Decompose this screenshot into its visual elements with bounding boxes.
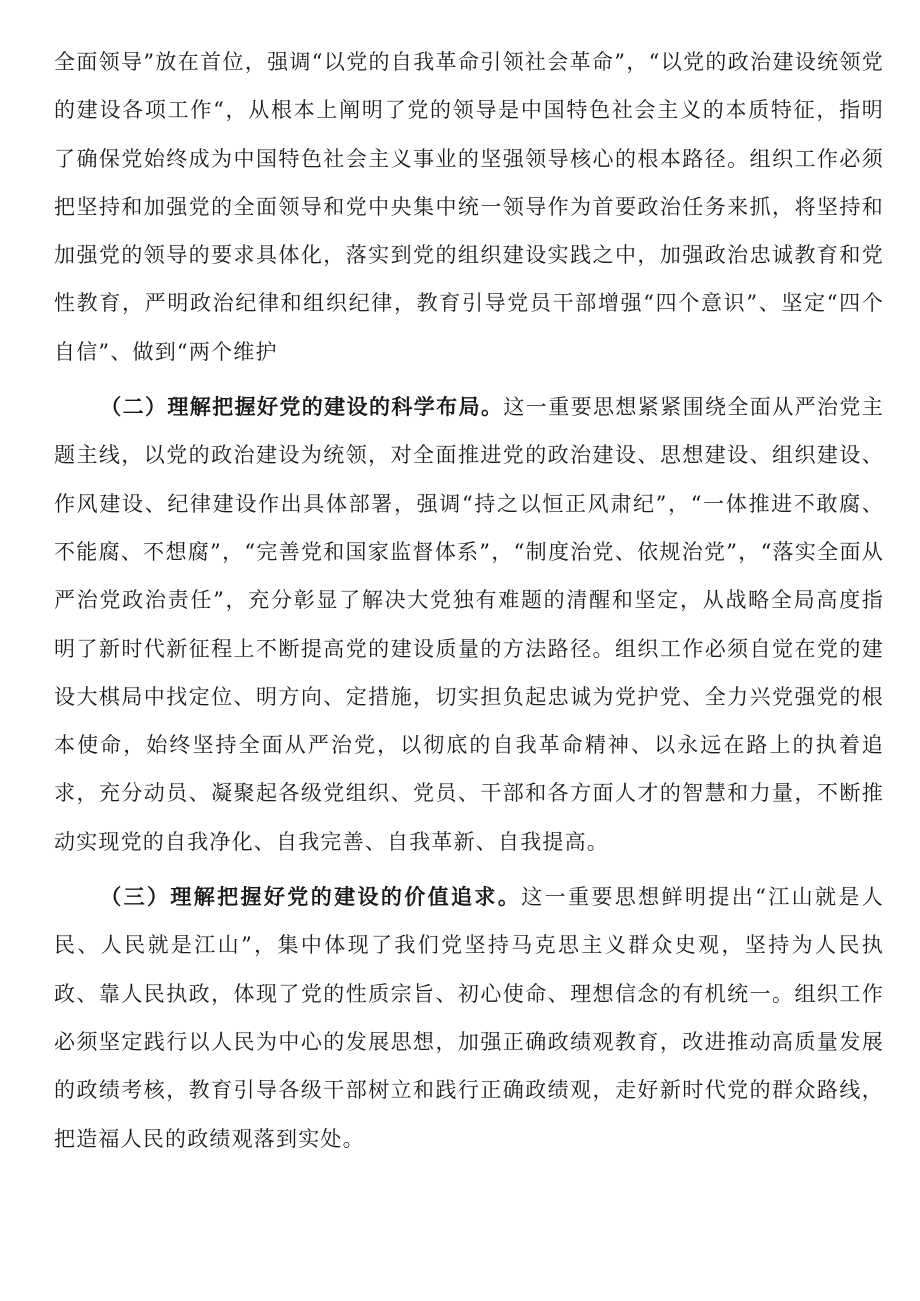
paragraph-continuation	[54, 38, 884, 376]
paragraph-section-2	[54, 383, 884, 866]
section-heading: （三）理解把握好党的建设的价值追求。	[100, 884, 522, 910]
paragraph-body: 全面领导”放在首位，强调“以党的自我革命引领社会革命”，“以党的政治建设统领党的建设各项工作“，从根本上阐明了党的领导是中国特色社会主义的本质特征，指明了确保党始终成为中国特色社会主义事业的坚强领导核心的根本路径。组织工作必须把坚持和加强党的全面领导和党中央集中统一领导作为首要政治任务来抓，将坚持和加强党的领导的要求具体化，落实到党的组织建设实践之中，加强政治忠诚教育和党性教育，严明政治纪律和组织纪律，教育引导党员干部增强“四个意识”、坚定“四个自信”、做到“两个维护	[54, 50, 884, 364]
paragraph-body: 这一重要思想紧紧围绕全面从严治党主题主线，以党的政治建设为统领，对全面推进党的政治建设、思想建设、组织建设、作风建设、纪律建设作出具体部署，强调“持之以恒正风肃纪”，“一体推进不敢腐、不能腐、不想腐”，“完善党和国家监督体系”，“制度治党、依规治党”，“落实全面从严治党政治责任”，充分彰显了解决大党独有难题的清醒和坚定，从战略全局高度指明了新时代新征程上不断提高党的建设质量的方法路径。组织工作必须自觉在党的建设大棋局中找定位、明方向、定措施，切实担负起忠诚为党护党、全力兴党强党的根本使命，始终坚持全面从严治党，以彻底的自我革命精神、以永远在路上的执着追求，充分动员、凝聚起各级党组织、党员、干部和各方面人才的智慧和力量，不断推动实现党的自我净化、自我完善、自我革新、自我提高。	[54, 395, 884, 854]
section-heading: （二）理解把握好党的建设的科学布局。	[100, 394, 504, 420]
document-page	[54, 38, 884, 1163]
paragraph-section-3	[54, 873, 884, 1163]
paragraph-body: 这一重要思想鲜明提出“江山就是人民、人民就是江山”，集中体现了我们党坚持马克思主义群众史观，坚持为人民执政、靠人民执政，体现了党的性质宗旨、初心使命、理想信念的有机统一。组织工作必须坚定践行以人民为中心的发展思想，加强正确政绩观教育，改进推动高质量发展的政绩考核，教育引导各级干部树立和践行正确政绩观，走好新时代党的群众路线，把造福人民的政绩观落到实处。	[54, 885, 885, 1151]
